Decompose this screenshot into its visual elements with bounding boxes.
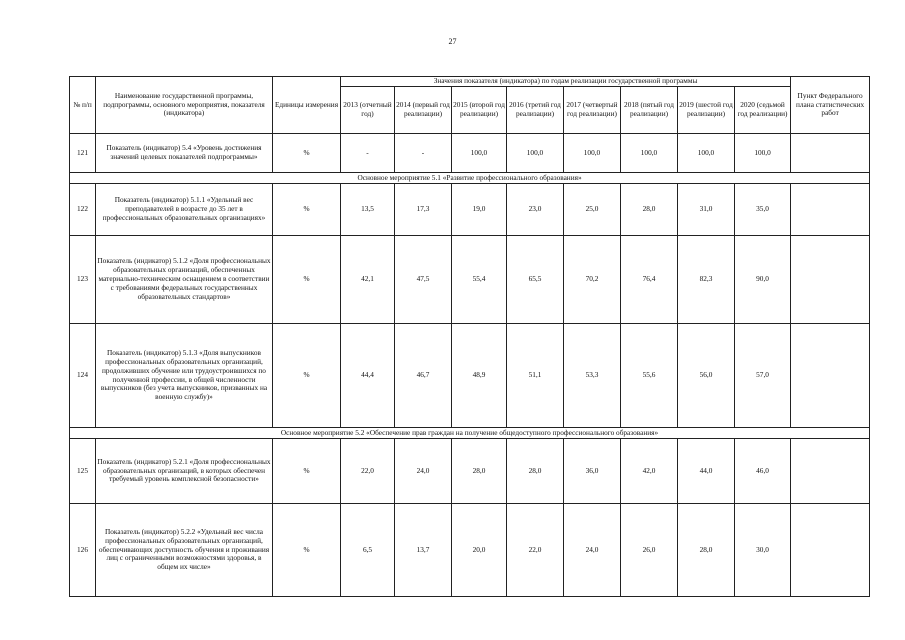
value-cell: -: [341, 134, 395, 173]
unit-cell: %: [273, 439, 341, 504]
row-number: 125: [70, 439, 96, 504]
value-cell: 70,2: [564, 236, 621, 324]
value-cell: 55,4: [452, 236, 507, 324]
value-cell: 47,5: [395, 236, 452, 324]
table-row: [70, 439, 870, 504]
value-cell: 30,0: [735, 504, 791, 597]
indicator-name: Показатель (индикатор) 5.1.1 «Удельный вес преподавателей в возрасте до 35 лет в профессиональных образовательных организациях»: [96, 184, 273, 236]
header-num: № п/п: [70, 77, 96, 134]
value-cell: 13,7: [395, 504, 452, 597]
value-cell: 31,0: [678, 184, 735, 236]
indicator-name: Показатель (индикатор) 5.4 «Уровень достижения значений целевых показателей подпрограммы»: [96, 134, 273, 173]
header-year: 2013 (отчетный год): [341, 87, 395, 134]
value-cell: 23,0: [507, 184, 564, 236]
row-number: 124: [70, 324, 96, 428]
header-year: 2015 (второй год реализации): [452, 87, 507, 134]
header-year: 2014 (первый год реализации): [395, 87, 452, 134]
section-title: Основное мероприятие 5.1 «Развитие профессионального образования»: [70, 173, 870, 184]
plan-cell: [791, 324, 870, 428]
unit-cell: %: [273, 324, 341, 428]
table-row: [70, 324, 870, 428]
value-cell: 53,3: [564, 324, 621, 428]
value-cell: 46,7: [395, 324, 452, 428]
value-cell: 28,0: [678, 504, 735, 597]
section-row: [70, 428, 870, 439]
unit-cell: %: [273, 236, 341, 324]
header-year: 2017 (четвертый год реализации): [564, 87, 621, 134]
value-cell: 24,0: [395, 439, 452, 504]
value-cell: 13,5: [341, 184, 395, 236]
table-row: [70, 134, 870, 173]
unit-cell: %: [273, 134, 341, 173]
value-cell: 35,0: [735, 184, 791, 236]
value-cell: 100,0: [735, 134, 791, 173]
value-cell: 57,0: [735, 324, 791, 428]
row-number: 126: [70, 504, 96, 597]
value-cell: 100,0: [564, 134, 621, 173]
table-row: [70, 236, 870, 324]
page-number: 27: [448, 37, 457, 46]
header-values-group: Значения показателя (индикатора) по годам реализации государственной программы: [341, 77, 791, 87]
value-cell: 17,3: [395, 184, 452, 236]
unit-cell: %: [273, 184, 341, 236]
value-cell: 100,0: [678, 134, 735, 173]
value-cell: 48,9: [452, 324, 507, 428]
value-cell: 28,0: [621, 184, 678, 236]
value-cell: 22,0: [507, 504, 564, 597]
table-row: [70, 184, 870, 236]
plan-cell: [791, 184, 870, 236]
value-cell: 6,5: [341, 504, 395, 597]
row-number: 121: [70, 134, 96, 173]
indicator-table: [69, 76, 870, 597]
value-cell: 28,0: [452, 439, 507, 504]
plan-cell: [791, 504, 870, 597]
value-cell: -: [395, 134, 452, 173]
unit-cell: %: [273, 504, 341, 597]
value-cell: 42,0: [621, 439, 678, 504]
value-cell: 26,0: [621, 504, 678, 597]
value-cell: 56,0: [678, 324, 735, 428]
value-cell: 22,0: [341, 439, 395, 504]
value-cell: 82,3: [678, 236, 735, 324]
header-year: 2016 (третий год реализации): [507, 87, 564, 134]
value-cell: 51,1: [507, 324, 564, 428]
row-number: 123: [70, 236, 96, 324]
indicator-name: Показатель (индикатор) 5.1.3 «Доля выпускников профессиональных образовательных организаций, продолживших обучение или трудоустроившихся по полученной профессии, в общей численности выпускников (без учета выпускников, призванных на военную службу)»: [96, 324, 273, 428]
indicator-name: Показатель (индикатор) 5.2.1 «Доля профессиональных образовательных организаций, в которых обеспечен требуемый уровень комплексной безопасности»: [96, 439, 273, 504]
plan-cell: [791, 134, 870, 173]
row-number: 122: [70, 184, 96, 236]
value-cell: 20,0: [452, 504, 507, 597]
header-name: Наименование государственной программы, подпрограммы, основного мероприятия, показателя (индикатора): [96, 77, 273, 134]
value-cell: 55,6: [621, 324, 678, 428]
header-plan: Пункт Федерального плана статистических работ: [791, 77, 870, 134]
section-title: Основное мероприятие 5.2 «Обеспечение прав граждан на получение общедоступного профессионального образования»: [70, 428, 870, 439]
value-cell: 76,4: [621, 236, 678, 324]
plan-cell: [791, 439, 870, 504]
header-year: 2018 (пятый год реализации): [621, 87, 678, 134]
value-cell: 46,0: [735, 439, 791, 504]
value-cell: 25,0: [564, 184, 621, 236]
value-cell: 28,0: [507, 439, 564, 504]
header-year: 2020 (седьмой год реализации): [735, 87, 791, 134]
value-cell: 19,0: [452, 184, 507, 236]
value-cell: 100,0: [507, 134, 564, 173]
table-row: [70, 504, 870, 597]
plan-cell: [791, 236, 870, 324]
header-unit: Единицы измерения: [273, 77, 341, 134]
value-cell: 65,5: [507, 236, 564, 324]
value-cell: 44,0: [678, 439, 735, 504]
value-cell: 24,0: [564, 504, 621, 597]
indicator-name: Показатель (индикатор) 5.2.2 «Удельный вес числа профессиональных образовательных организаций, обеспечивающих доступность обучения и проживания лиц с ограниченными возможностями здоровья, в общем их числе»: [96, 504, 273, 597]
indicator-name: Показатель (индикатор) 5.1.2 «Доля профессиональных образовательных организаций, обеспеченных материально-техническим оснащением в соответствии с требованиями федеральных государственных образовательных стандартов»: [96, 236, 273, 324]
value-cell: 90,0: [735, 236, 791, 324]
value-cell: 100,0: [452, 134, 507, 173]
value-cell: 44,4: [341, 324, 395, 428]
header-year: 2019 (шестой год реализации): [678, 87, 735, 134]
section-row: [70, 173, 870, 184]
value-cell: 36,0: [564, 439, 621, 504]
value-cell: 42,1: [341, 236, 395, 324]
value-cell: 100,0: [621, 134, 678, 173]
